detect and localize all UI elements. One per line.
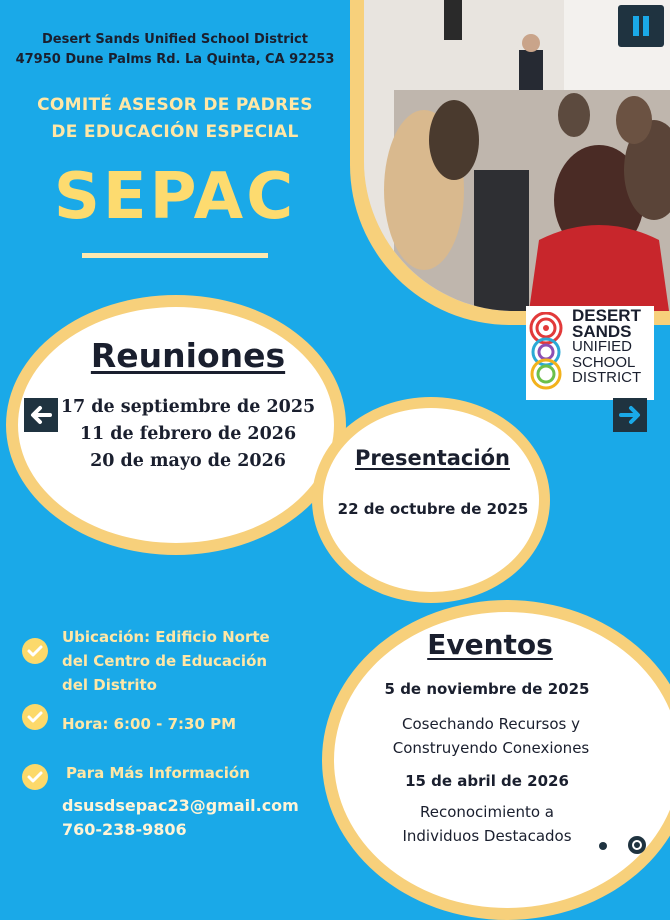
- contact-phone[interactable]: 760-238-9806: [62, 820, 187, 839]
- reunion-date: 17 de septiembre de 2025: [60, 397, 316, 417]
- committee-line-1: COMITÉ ASESOR DE PADRES: [37, 95, 313, 115]
- logo-line-unified: UNIFIED: [572, 338, 632, 355]
- evento-description-line: Individuos Destacados: [402, 827, 572, 845]
- contact-email[interactable]: dsusdsepac23@gmail.com: [62, 796, 299, 815]
- check-icon: [22, 704, 48, 730]
- logo-wordmark: [572, 308, 641, 386]
- location-info: [62, 625, 332, 697]
- reuniones-dates: [45, 394, 331, 475]
- time-info: Hora: 6:00 - 7:30 PM: [62, 715, 237, 733]
- pause-button[interactable]: [618, 5, 664, 47]
- reuniones-title: Reuniones: [90, 336, 286, 375]
- logo-line-district: DISTRICT: [572, 369, 642, 386]
- logo-line-school: SCHOOL: [572, 353, 636, 371]
- committee-title: [0, 92, 350, 146]
- pause-icon: [633, 16, 639, 36]
- evento-date: 15 de abril de 2026: [405, 772, 569, 790]
- evento-description: [352, 800, 622, 848]
- slide-indicator-active[interactable]: [628, 836, 646, 854]
- location-line: Ubicación: Edificio Norte: [62, 628, 270, 646]
- evento-description-line: Reconocimiento a: [419, 803, 555, 821]
- photo-frame: [350, 0, 670, 325]
- evento-description-line: Construyendo Conexiones: [392, 739, 590, 757]
- presentacion-date: 22 de octubre de 2025: [337, 500, 529, 518]
- district-logo: [526, 306, 654, 400]
- reunion-date: 20 de mayo de 2026: [90, 451, 286, 471]
- eventos-title: Eventos: [427, 628, 553, 661]
- arrow-left-icon: [24, 398, 58, 432]
- evento-description-line: Cosechando Recursos y: [402, 715, 580, 733]
- title-divider: [82, 253, 268, 258]
- next-slide-button[interactable]: [613, 398, 647, 432]
- evento-date: 5 de noviembre de 2025: [384, 680, 590, 698]
- evento-description: [352, 712, 630, 760]
- district-address: 47950 Dune Palms Rd. La Quinta, CA 92253: [15, 52, 335, 67]
- check-icon: [22, 638, 48, 664]
- sepac-title: SEPAC: [53, 160, 297, 234]
- arrow-right-icon: [613, 398, 647, 432]
- location-line: del Centro de Educación: [62, 652, 268, 670]
- previous-slide-button[interactable]: [24, 398, 58, 432]
- logo-line-sands: SANDS: [572, 321, 632, 341]
- more-info-label: Para Más Información: [66, 764, 250, 782]
- committee-line-2: DE EDUCACIÓN ESPECIAL: [51, 122, 299, 142]
- check-icon: [22, 764, 48, 790]
- presentacion-title: Presentación: [355, 446, 510, 470]
- district-name: Desert Sands Unified School District: [42, 32, 308, 47]
- contact-info: [62, 794, 332, 842]
- logo-rings-icon: [528, 312, 572, 392]
- slide-indicator[interactable]: [599, 842, 607, 850]
- district-header: [0, 30, 350, 70]
- pause-icon: [643, 16, 649, 36]
- logo-line-desert: DESERT: [572, 306, 641, 325]
- location-line: del Distrito: [62, 676, 157, 694]
- reunion-date: 11 de febrero de 2026: [79, 424, 297, 444]
